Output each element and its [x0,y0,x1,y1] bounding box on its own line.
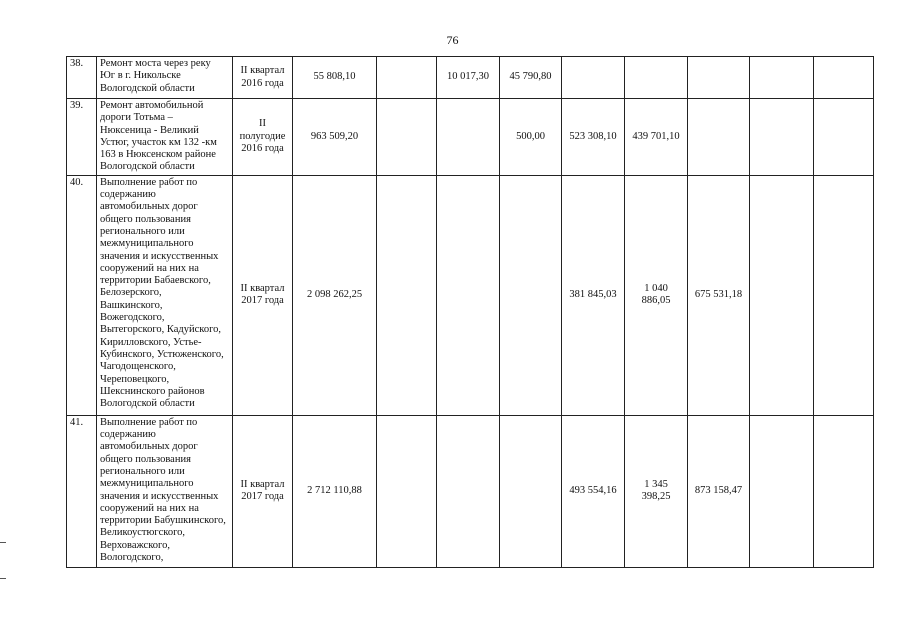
amount-cell: 873 158,47 [688,415,750,567]
amount-cell [377,415,437,567]
amount-cell [814,175,874,415]
amount-cell [688,99,750,176]
amount-cell [437,415,500,567]
amount-cell: 1 345 398,25 [625,415,688,567]
table-row [67,415,874,567]
object-name: Ремонт моста через реку Юг в г. Никольске Вологодской области [97,57,233,99]
amount-cell [750,57,814,99]
amount-cell [750,415,814,567]
table-row [67,57,874,99]
amount-cell: 55 808,10 [293,57,377,99]
margin-mark [0,578,6,579]
amount-cell: 493 554,16 [562,415,625,567]
period-cell: II квартал 2017 года [233,175,293,415]
row-number: 40. [67,175,97,415]
amount-cell [377,57,437,99]
row-number: 38. [67,57,97,99]
table-row [67,175,874,415]
amount-cell [625,57,688,99]
table-row [67,99,874,176]
margin-mark [0,542,6,543]
period-cell: II квартал 2016 года [233,57,293,99]
amount-cell [750,175,814,415]
amount-cell [750,99,814,176]
amount-cell: 500,00 [500,99,562,176]
amount-cell [500,175,562,415]
amount-cell [814,415,874,567]
amount-cell: 439 701,10 [625,99,688,176]
amount-cell: 2 712 110,88 [293,415,377,567]
amount-cell [814,99,874,176]
amount-cell: 963 509,20 [293,99,377,176]
amount-cell: 1 040 886,05 [625,175,688,415]
amount-cell: 2 098 262,25 [293,175,377,415]
amount-cell: 675 531,18 [688,175,750,415]
amount-cell [500,415,562,567]
budget-table [66,56,874,568]
amount-cell: 381 845,03 [562,175,625,415]
amount-cell: 10 017,30 [437,57,500,99]
object-name: Выполнение работ по содержанию автомобильных дорог общего пользования регионального или межмуниципального значения и искусственных сооружений на них на территории Бабаевского, Белозерского, Вашкинского, Вожегодского, Вытегорского, Кадуйского, Кирилловского, Устье- Кубинского, Устюженского, Чагодощенского, Череповецкого, Шекснинского районов Вологодской области [97,175,233,415]
period-cell: II квартал 2017 года [233,415,293,567]
period-cell: II полугодие 2016 года [233,99,293,176]
amount-cell: 45 790,80 [500,57,562,99]
object-name: Выполнение работ по содержанию автомобильных дорог общего пользования регионального или межмуниципального значения и искусственных сооружений на них на территории Бабушкинского, Великоустюгского, Верховажского, Вологодского, [97,415,233,567]
amount-cell [377,99,437,176]
amount-cell [562,57,625,99]
amount-cell [814,57,874,99]
amount-cell [437,99,500,176]
amount-cell [688,57,750,99]
object-name: Ремонт автомобильной дороги Тотьма – Нюксеница - Великий Устюг, участок км 132 -км 163 в Нюксенском районе Вологодской области [97,99,233,176]
amount-cell [437,175,500,415]
row-number: 39. [67,99,97,176]
amount-cell [377,175,437,415]
row-number: 41. [67,415,97,567]
amount-cell: 523 308,10 [562,99,625,176]
page-number: 76 [446,33,459,47]
